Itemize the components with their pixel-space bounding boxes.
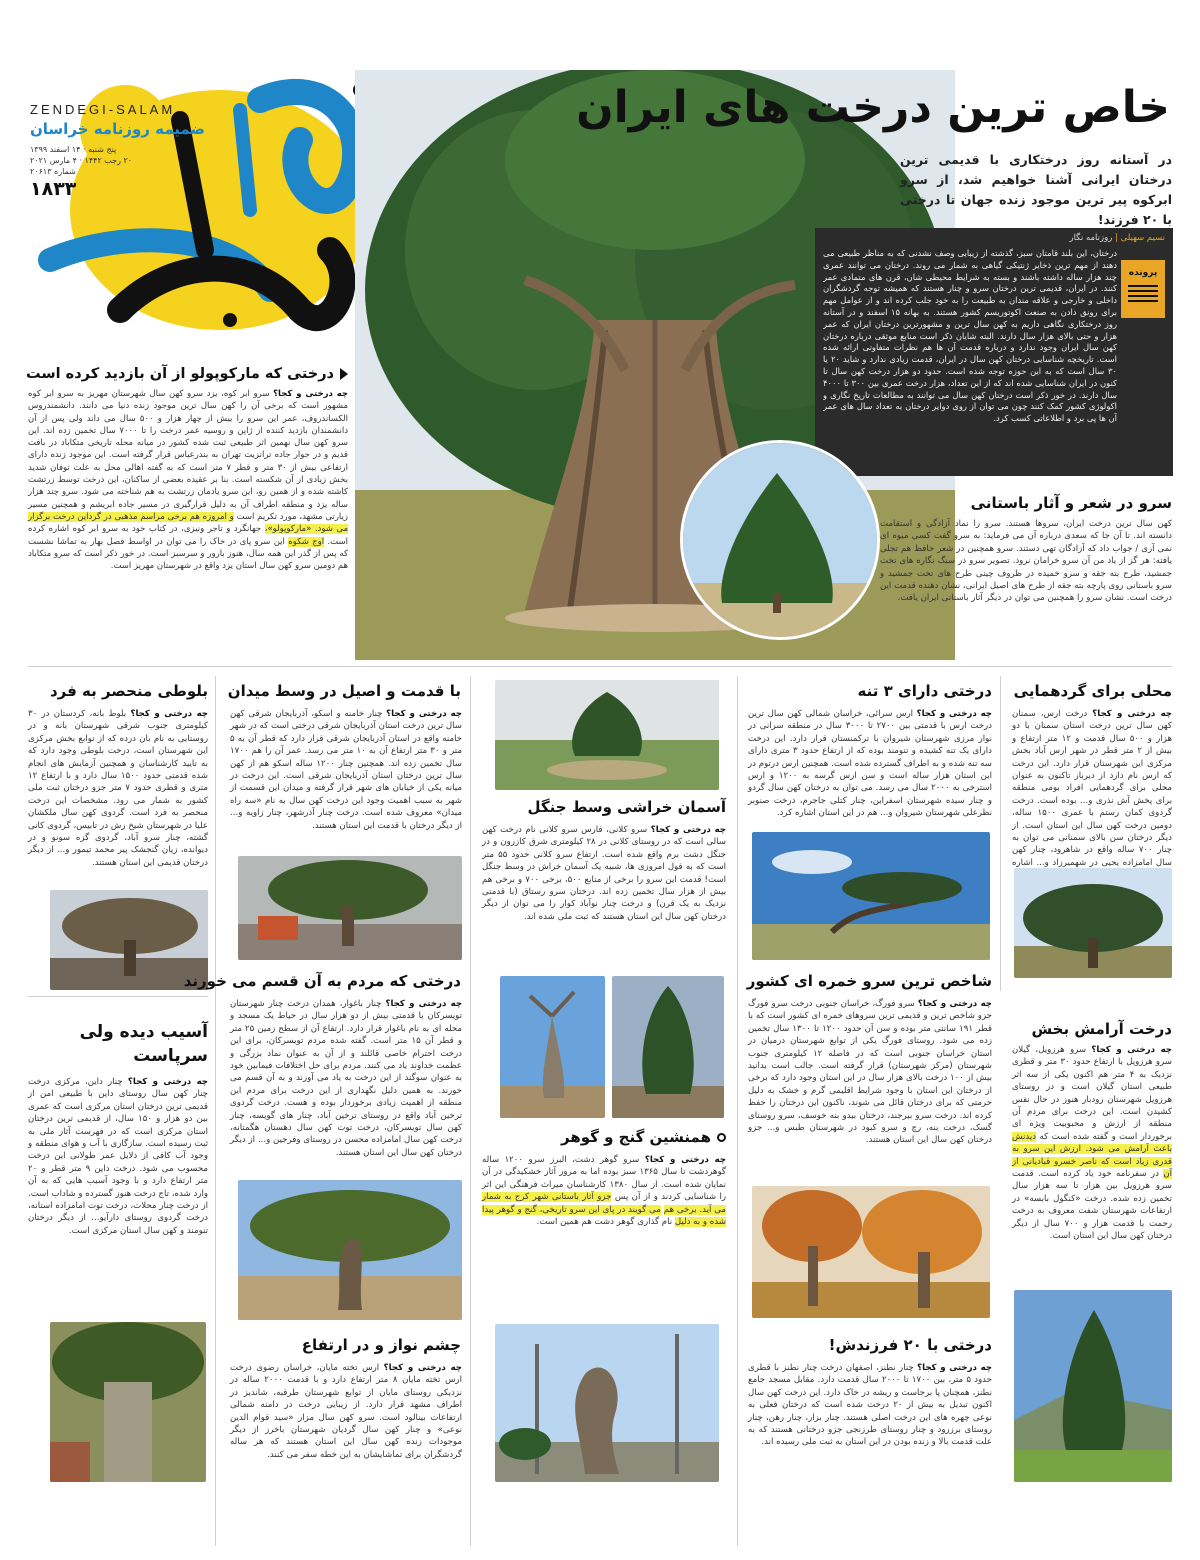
kalani-title-text: آسمان خراشی وسط جنگل xyxy=(527,798,726,816)
natanz-where-label: چه درختی و کجا؟ xyxy=(917,1363,993,1373)
masthead xyxy=(30,60,390,340)
marco-where: سرو ابر کوه، یزد xyxy=(206,389,270,399)
oath-title xyxy=(183,972,461,990)
poetry-title xyxy=(880,494,1172,512)
gathering-title-text: محلی برای گردهمایی xyxy=(1013,682,1172,700)
marco-highlight-2: اوج شکوه xyxy=(288,536,325,547)
tabriz-text: کهن سال ترین درخت استان آذربایجان شرقی درختی است که در شهر خامنه واقع در استان آذربایجان شرقی قرار دارد که قطر آن به ۵ متر و ۳۰ متر ارتفاع آن به ۱۰ متر می رسد. عمر آن را هم ۱۷۰۰ سال تخمین زده اند. همچنین چنار ۱۲۰۰ ساله اسکو هم از کهن سال ترین درختان استان آذربایجان شرقی است. این درخت در میانه یکی از خیابان های شهر قرار گرفته و میدان این قسمت از شهر به سبب اهمیت وجود این درخت کهن سال به نام «سه راه میدان» معروف شده است. درخت چنار آذرشهر، چنار زاویه و... از دیگر درختان با قدمت این استان هستند. xyxy=(230,709,462,831)
mayan-title-text: چشم نواز و در ارتفاع xyxy=(301,1336,461,1354)
dossier-badge-label: پرونده xyxy=(1128,268,1158,278)
masthead-dates: پنج شنبه · ۱۴ اسفند ۱۳۹۹ ۲۰ رجب ۱۴۴۲ · ۴ مارس ۲۰۲۱ شماره ۲۰۶۱۳ xyxy=(30,144,180,177)
damaged-photo xyxy=(50,1322,206,1482)
forg-body xyxy=(748,998,992,1147)
three-trunk-where: ارس سرائی، خراسان شمالی xyxy=(805,709,913,719)
mayan-where: ارس تخته مایان، خراسان رضوی xyxy=(256,1363,380,1373)
title-arrow-icon xyxy=(340,368,348,380)
treasure-where: سرو گوهر دشت، البرز xyxy=(550,1155,640,1165)
relaxing-body xyxy=(1012,1044,1172,1243)
mayan-body xyxy=(230,1362,462,1461)
natanz-title-text: درختی با ۲۰ فرزندش! xyxy=(828,1336,992,1354)
page-headline: خاص ترین درخت های ایران xyxy=(576,82,1170,133)
gathering-body xyxy=(1012,708,1172,882)
badge-stripes-icon xyxy=(1128,284,1158,302)
gathering-text: کهن سال ترین درخت استان سمنان با دو هزار و ۵۰۰ سال قدمت و ۱۲ متر ارتفاع و بیش از ۲ متر قطر در شهر ارس آباد بخش مرکزی این شهرستان قرار دارد. این درخت که ارس نام دارد از دیرباز تاکنون به عنوان محلی برای گردهمایی افراد بومی منطقه برای پخش آش نذری و... بوده است. درخت گردوی کمان رستم با عمری ۱۵۰۰ ساله، دومین درخت کهن سال این استان است. از دیگر درختان سن بالای سمنانی می توان به چنار ۷۰۰ ساله واقع در شاهرود، چنار کهن سال امامزاده یحیی در شهمیرزاد و... اشاره xyxy=(1012,721,1172,868)
kalani-text: سرو کلانی نام درخت کهن سالی است که در روستای کلانی در ۲۸ کیلومتری شرق کازرون و در جنگل دشت برم واقع شده است. ارتفاع سرو کلانی حدود ۵۵ متر است که به قول امروزی ها، شبیه یک آسمان خراش در وسط جنگل است! قدمت این سرو را برخی از منابع ۵۰۰، برخی ۷۰۰ و برخی هم بیش از هزار سال تخمین زده اند. درختان سرو رستاق (با قدمتی نزدیک به یک قرن) و درخت چنار نوآباد کوار را می توان از دیگر درختان کهن سال این استان هستند که ثبت ملی شده اند. xyxy=(482,825,726,922)
oak-where: بلوط بانه، کردستان xyxy=(53,709,127,719)
col-divider-1 xyxy=(1000,676,1001,991)
oak-where-label: چه درختی و کجا؟ xyxy=(130,709,208,719)
three-trunk-photo xyxy=(752,832,990,960)
marco-where-label: چه درختی و کجا؟ xyxy=(273,389,349,399)
marco-text-c: این سرو پای در خاک را می توان در اواسط فصل بهار به تماشا نشست که پس از گذر این همه سال، هنوز بارور و سرسبز است. در خور ذکر است که سرو متکاباد هم دومین سرو کهن سال استان یزد واقع در شهرستان مهریز است. xyxy=(28,536,348,572)
issue-number: ۱۸۳۳ xyxy=(30,178,77,200)
dossier-box xyxy=(815,228,1173,476)
tabriz-where: چنار خامنه و اسکو، آذربایجان شرقی xyxy=(248,709,383,719)
poetry-body: کهن سال ترین درخت ایران، سروها هستند. سرو را نماد آزادگی و استقامت دانسته اند. تا آن جا که سعدی درباره آن می فرماید: به سرو گفت کسی میوه ای نمی آری / جواب داد که آزادگان تهی دستند. سرو همچنین در شعر حافظ هم تجلی یافته: هر گز از یاد من آن سرو خرامان نرود. تصویر سرو در سنگ نگاره های تخت جمشید، طرح بته جقه و سرو خمیده در ظروف چینی طرح های تخت جمشید و سرو باستانی روی پارچه بته جقه از طرح های اصیل ایرانی، نشان دهنده قدمت این درخت است. نشان سرو را همچنین می توان در دیگر آثار باستانی ایران یافت. xyxy=(880,519,1172,604)
relaxing-text-b: در سفرنامه خود یاد کرده است. قدمت سرو هرزویل بین هزار تا سه هزار سال تخمین زده شده. درخت «کنگول بابسه» در ارتفاعات شهرستان شفت معروف به درخت رحمت با قدمت هزار و ۷۰۰ سال از دیگر درختان کهن سال این استان است. xyxy=(1012,1169,1172,1242)
gathering-title xyxy=(1010,682,1172,700)
oath-where-label: چه درختی و کجا؟ xyxy=(385,999,463,1009)
natanz-body xyxy=(748,1362,992,1449)
relaxing-text-a: سرو هرزویل با ارتفاع حدود ۳۰ متر و قطری نزدیک به ۴ متر هم اکنون یکی از سه اثر طبیعی استان گیلان است و در روستای هرزویل شهرستان رودبار هنوز در حال نفس کشیدن است. این درخت برای مردم آن منطقه از ارزش و محبوبیت ویژه ای برخوردار است و گفته شده است که xyxy=(1012,1057,1173,1142)
dossier-badge xyxy=(1121,260,1165,318)
date-lunar: ۲۰ رجب ۱۴۴۲ xyxy=(84,156,133,165)
three-trunk-text: کهن سال ترین درخت ارس با قدمتی بین ۲۷۰۰ تا ۳۰۰۰ سال در منطقه سرانی در نوار مرزی شهرستان شیروان با ترکمنستان قرار دارد. این درخت دارای یک تنه کشیده و تنومند بوده که از ارتفاع حدود ۳ متری دارای سه تنه شده و به اطراف گسترده شده است. همچنین ارس درتوم در این استان هزار ساله است و سن ارس گرسه به ۱۲۰۰ و ارس استرخی به ۲۰۰۰ سال می رسد. می توان به درختان کهن سال گردو و چنار سیده شهرستان اسفراین، چنار کتلی جاجرم، درخت صنوبر نظرعلی شهرستان شیروان و... هم در این استان اشاره کرد. xyxy=(748,709,992,819)
treasure-photo-3 xyxy=(495,1324,719,1482)
col-divider-3 xyxy=(470,676,471,1546)
oak-body xyxy=(28,708,208,869)
weekday: پنج شنبه xyxy=(88,145,117,154)
kalani-where: سرو کلانی، فارس xyxy=(581,825,648,835)
relaxing-highlight: دیدنش باعث آرامش می شود. ارزش این سرو به قدری زیاد است که ناصر خسرو قبادیانی از آن xyxy=(1012,1131,1173,1180)
kalani-where-label: چه درختی و کجا؟ xyxy=(650,825,727,835)
title-dot-icon xyxy=(717,1133,726,1142)
oak-title xyxy=(28,682,208,700)
tabriz-body xyxy=(230,708,462,832)
mayan-title xyxy=(225,1336,461,1354)
poetry-title-text: سرو در شعر و آثار باستانی xyxy=(970,494,1172,512)
marco-text-a: سرو کهن سال شهرستان مهریز به سرو ابر کوه مشهور است که برخی آن را کهن سال ترین موجود زنده دنیا می دانند. دانشمندروس الکساندروف، عمر این سرو را بیش از چهار هزار و ۵۰۰ سال می داند ولی پس از آن دانشمندان بازدید کننده از ژاپن و روسیه عمر درخت را تا ۷۰۰۰ سال تخمین زده اند. این سرو کهن سال نهمین اثر طبیعی ثبت شده کشور در میانه محله تاریخی متکاباد در بافت قدیم و در جوار جاده ترانزیت تهران به بندرعباس قرار گرفته است. این موجود زنده دارای ارتفاعی بیش از ۳۰ متر و قطر ۷ متر است که به گفته اهالی محل به علت توفان شدید بخش زیادی از آن شکسته است. بنا بر عقیده بعضی از ساکنان، این درخت توسط زرتشت کاشته شده و از همین رو، این سرو یادمان زرتشت به هم شناخته می شود. سرو چند هزار ساله یزد و منطقه اطراف آن به دلیل قرارگیری در مسیر جاده ابریشم و همچنین مسیر زیارتی مشهد، مورد تکریم است xyxy=(28,389,349,522)
gathering-where: درخت ارس، سمنان xyxy=(1012,709,1088,719)
relaxing-where: سرو هرزویل، گیلان xyxy=(1012,1045,1087,1055)
damaged-title-line2: سرپاست xyxy=(133,1046,208,1066)
oath-text: درخت چنار شهرستان تویسرکان با قدمتی بیش از دو هزار سال در حیاط یک مسجد و محله ای به نام باغوار قرار دارد. ارتفاع آن از سطح زمین ۲۵ متر و قطر آن ۱۵ متر است. گفته شده مردم تویسرکان، برای این درخت احترام خاصی قائلند و از آن به عنوان نماد بزرگی و عظمت خداوند یاد می کنند. مردم برای حل اختلافات فیمابین خود به عنوان سوگند از این درخت به یاد می آورند و به آن قسم می خورند. به همین دلیل نگهداری از این درخت برای مردم این منطقه از اهمیت زیادی برخوردار بوده و هست. درخت گردوی ترخین آباد واقع در روستای ترخین آباد، چنار های گویسه، چنار کهن سال تویسرکان، درخت توت کهن سال دهستان هگمتانه، درخت کهن سال امامزاده محسن در روستای وفرجین و... از دیگر درختان کهن سال این استان هستند. xyxy=(230,999,463,1158)
damaged-body xyxy=(28,1076,208,1237)
natanz-title xyxy=(748,1336,992,1354)
three-trunk-title-text: درختی دارای ۳ تنه xyxy=(857,682,992,700)
col-divider-4 xyxy=(215,676,216,1546)
forg-where: سرو فورگ، خراسان جنوبی xyxy=(815,999,915,1009)
three-trunk-body xyxy=(748,708,992,820)
row-divider xyxy=(28,996,208,997)
tabriz-photo xyxy=(238,856,462,960)
damaged-title xyxy=(28,1020,208,1068)
gathering-where-label: چه درختی و کجا؟ xyxy=(1092,709,1172,719)
dossier-byline: نسیم سهیلی | روزنامه نگار xyxy=(1069,233,1165,243)
tabriz-where-label: چه درختی و کجا؟ xyxy=(386,709,462,719)
masthead-supplement: ضمیمه روزنامه خراسان xyxy=(30,120,205,138)
marco-text-b: جهانگرد و تاجر ونیزی، در کتاب خود به سرو ابر کوه اشاره کرده است. xyxy=(28,524,349,547)
treasure-highlight-1: جزو آثار باستانی شهر کرج به شمار می آید. برخی هم xyxy=(482,1192,727,1215)
marco-title xyxy=(28,366,348,382)
natanz-text: درخت چنار نطنز با قطری حدود ۵ متر، بین ۱۷۰۰ تا ۲۰۰۰ سال قدمت دارد. مقابل مسجد جامع نطنز، همچنان پا برجاست و ریشه در خاک دارد. این درخت کهن سال اکنون تبدیل به بیش از ۲۰ درخت شده است که درختان فعلی به نوعی چهره های این درخت اصلی هستند. چنار بزار، چنار رهن، چنار روستای برزرود و چنار روستای طرزنجی جزو درختانی هستند که به علت قدمت بالا و زنده بودن در این استان به ثبت ملی رسیده اند. xyxy=(748,1363,992,1448)
oath-body xyxy=(230,998,462,1159)
forg-title-text: شاخص ترین سرو خمره ای کشور xyxy=(746,972,992,990)
damaged-where: چنار داین، مرکزی xyxy=(54,1077,123,1087)
gathering-photo xyxy=(1014,868,1172,978)
mayan-text: درخت ارس تخته مایان ۸ متر ارتفاع دارد و با قدمت ۲۰۰۰ ساله در نزدیکی روستای مایان از توابع شهرستان طرقبه، شاندیز در اطراف مشهد قرار دارد. از زیبایی درخت در دامنه شمالی ارتفاعات بینالود است. سرو کهن سال مزار «سید قوام الدین نوعی» و چنار کهن سال گردیان شهرستان باخرز از دیگر موجودات زنده کهن سال این استان هستند که هر ساله گردشگران برای تماشایشان به این خطه سفر می کنند. xyxy=(230,1363,462,1460)
forg-title xyxy=(748,972,992,990)
author-name: نسیم سهیلی xyxy=(1120,233,1165,243)
forg-photo xyxy=(752,1186,990,1318)
treasure-text-a: سرو ۱۲۰۰ ساله گوهردشت تا سال ۱۳۶۵ سبز بوده اما به مرور آثار خشکیدگی در آن نمایان شده است. از سال ۱۳۸۰ کارشناسان میراث فرهنگی این اثر را شناسایی کردند و از آن پس xyxy=(482,1155,727,1203)
date-greg: ۴ مارس ۲۰۲۱ xyxy=(30,156,77,165)
relaxing-where-label: چه درختی و کجا؟ xyxy=(1091,1045,1172,1055)
relaxing-photo xyxy=(1014,1290,1172,1482)
oath-where: چنار باغوار، همدان xyxy=(312,999,382,1009)
damaged-where-label: چه درختی و کجا؟ xyxy=(127,1077,208,1087)
marco-body xyxy=(28,388,348,572)
col-divider-2 xyxy=(737,676,738,1546)
natanz-where: چنار نطنز، اصفهان xyxy=(845,1363,914,1373)
tabriz-title-text: با قدمت و اصیل در وسط میدان xyxy=(227,682,461,700)
tabriz-title xyxy=(225,682,461,700)
treasure-title-text: همنشین گنج و گوهر xyxy=(561,1128,711,1146)
three-trunk-where-label: چه درختی و کجا؟ xyxy=(916,709,992,719)
damaged-title-line1: آسیب دیده ولی xyxy=(79,1022,208,1042)
kalani-cypress-photo xyxy=(495,680,719,790)
forg-text: درخت سرو فورگ جزو شاخص ترین و قدیمی ترین سروهای خمره ای کشور است که با قطر ۱۹۱ سانتی متر بوده و سن آن حدود ۱۲۰۰ تا ۱۳۰۰ سال تخمین زده می شود. روستای فورگ یکی از توابع شهرستان درمیان در استان خراسان جنوبی است که در فاصله ۱۲ کیلومتری جنوب شهرستان (مرکز شهرستان) قرار گرفته است. جالب است بدانید بیش از ۱۰۰ درخت بالای هزار سال در این استان وجود دارد که برخی از درختان این استان با وجود شرایط اقلیمی گرم و خشک به دلیل حرمتی که برای درختان قائل می شوند، ناکنون این درختان را حفظ کرده اند. درخت سرو بیرجند، درختان بیدو بنه خوسف، سرو روستای گسک، درخت بنه، رچ و سرو کبود در شهرستان طبس و... جزو درختان کهن سال این استان هستند. xyxy=(748,999,992,1146)
treasure-text-b: نام گذاری گوهر دشت هم همین است. xyxy=(536,1217,673,1228)
treasure-title xyxy=(482,1128,726,1146)
oath-title-text: درختی که مردم به آن قسم می خورند xyxy=(183,972,461,990)
date-solar: ۱۴ اسفند ۱۳۹۹ xyxy=(30,145,81,154)
damaged-text: درخت چنار کهن سال روستای داین با طبیعی امن از قدیمی ترین درختان استان مرکزی است که عمری بین دو هزار و ۱۵۰ سال، از قدیمی ترین درختان استان مرکزی است که در فهرست آثار ملی به ثبت رسیده است. سازگاری با آب و هوای منطقه و وجود آب کافی از دلایل عمر طولانی این درخت محسوب می شود. درخت داین ۹ متر قطر و ۲۰ متر ارتفاع دارد و با وجود آسیب هایی که به آن وارد شده، تاج درخت هنوز گسترده و شاداب است. از درخت چنار محلات، درخت توت امامزاده استانه، درخت گردوی روستای دارآیو... از دیگر درختان تنومند و کهن سال استان مرکزی است. xyxy=(28,1077,208,1236)
relaxing-title xyxy=(1010,1020,1172,1038)
relaxing-title-text: درخت آرامش بخش xyxy=(1031,1020,1172,1038)
oak-text: در ۳۰ کیلومتری جنوب شرقی شهرستان بانه و در روستایی به نام بان درده که از توابع بخش مرکزی این شهرستان است، درخت بلوطی وجود دارد که به تایید کارشناسان و همچنین آزمایش های انجام شده قدمتی حدود ۱۵۰۰ سال دارد و با ارتفاع ۱۲ متری و قطری حدود ۷ متر جزو درختان ثبت ملی کشور به شمار می رود. مشخصات این درخت منحصر به فرد است. گردوی کهن سال ملکشان علیا در شهرستان شیخ رش در تابیس، گردوی کانی گشته، چنار سرو آباد، گردوی گزه سونو و در دیوانده، زیان گنجشک پیر محمد تیمور و... از دیگر درختان قدیمی این استان هستند. xyxy=(28,709,209,868)
oak-title-text: بلوطی منحصر به فرد xyxy=(49,682,208,700)
dossier-text: درختان، این بلند قامتان سبز، گذشته از زیبایی وصف نشدنی که به مناظر طبیعی می دهند از مهم ترین ذخایر ژنتیکی گیاهی به شمار می روند. درختان می توانند عمری چند هزار ساله داشته باشند و بسته به شرایط محیطی شان، قرن های متمادی عمر کنند. در ایران، قدیمی ترین درختان سرو و چنار هستند که همیشه توجه گردشگران داخلی و خارجی و علاقه مندان به طبیعت را به خود جلب کرده اند و از عوامل مهم برای رونق دادن به صنعت اکوتوریسم کشور هستند. به بهانه ۱۵ اسفند و در آستانه روز درختکاری نگاهی داریم به کهن سال ترین و مشهورترین درختان ایران که عمر هزار و حتی بالای هزار سال دارند. البته شایان ذکر است منابع موثقی درباره درختان کهن سال ایران وجود ندارد و درباره قدمت آن ها هم نظرات متفاوتی ارائه شده است. تاریخچه شناسایی درختان کهن سال در ایران، قدمت زیادی ندارد و شاید ۲۰ یا ۳۰ سال است که به این حوزه توجه شده است. حدود دو هزار درخت کهن سال تا کنون در ایران شناسایی شده اند که از این تعداد، هزار درخت عمری بین ۳۰۰ تا ۴۰۰۰ سال دارند. در خور ذکر است درختان کهن سال می توانند به مطالعات تاریخ نگاری و اکولوژی کشور کمک کنند چون می توان از روی دوایر درختان به تعداد سال های عمر آن ها پی برد و اطلاعاتی کسب کرد. xyxy=(823,248,1117,424)
treasure-photo-2 xyxy=(612,976,724,1118)
treasure-body xyxy=(482,1154,726,1228)
forg-where-label: چه درختی و کجا؟ xyxy=(917,999,992,1009)
paper-number: شماره ۲۰۶۱۳ xyxy=(30,167,76,176)
marco-title-text: درختی که مارکوپولو از آن بازدید کرده است xyxy=(26,366,334,382)
author-role: روزنامه نگار xyxy=(1069,233,1113,243)
treasure-photo-1 xyxy=(500,976,605,1118)
oath-photo xyxy=(238,1180,462,1320)
masthead-latin: ZENDEGI-SALAM xyxy=(30,102,176,117)
kalani-body xyxy=(482,824,726,923)
three-trunk-title xyxy=(748,682,992,700)
treasure-highlight-2: می گویند در پای این سرو تاریخی، گنج و گوهر پیدا شده و به دلیل xyxy=(482,1204,726,1228)
treasure-where-label: چه درختی و کجا؟ xyxy=(644,1155,727,1165)
page-lead: در آستانه روز درختکاری با قدیمی ترین درختان ایرانی آشنا خواهیم شد، از سرو ابرکوه پیر ترین موجود زنده جهان تا درختی با ۲۰ فرزند! xyxy=(900,152,1172,227)
section-divider xyxy=(28,666,1172,667)
marco-highlight-1: و امروزه هم برخی مراسم مذهبی در گرداین درخت برگزار می شود. «مارکوپولو»، xyxy=(28,511,349,535)
round-cypress-photo xyxy=(680,440,880,640)
kalani-title xyxy=(482,798,726,816)
mayan-where-label: چه درختی و کجا؟ xyxy=(383,1363,462,1373)
